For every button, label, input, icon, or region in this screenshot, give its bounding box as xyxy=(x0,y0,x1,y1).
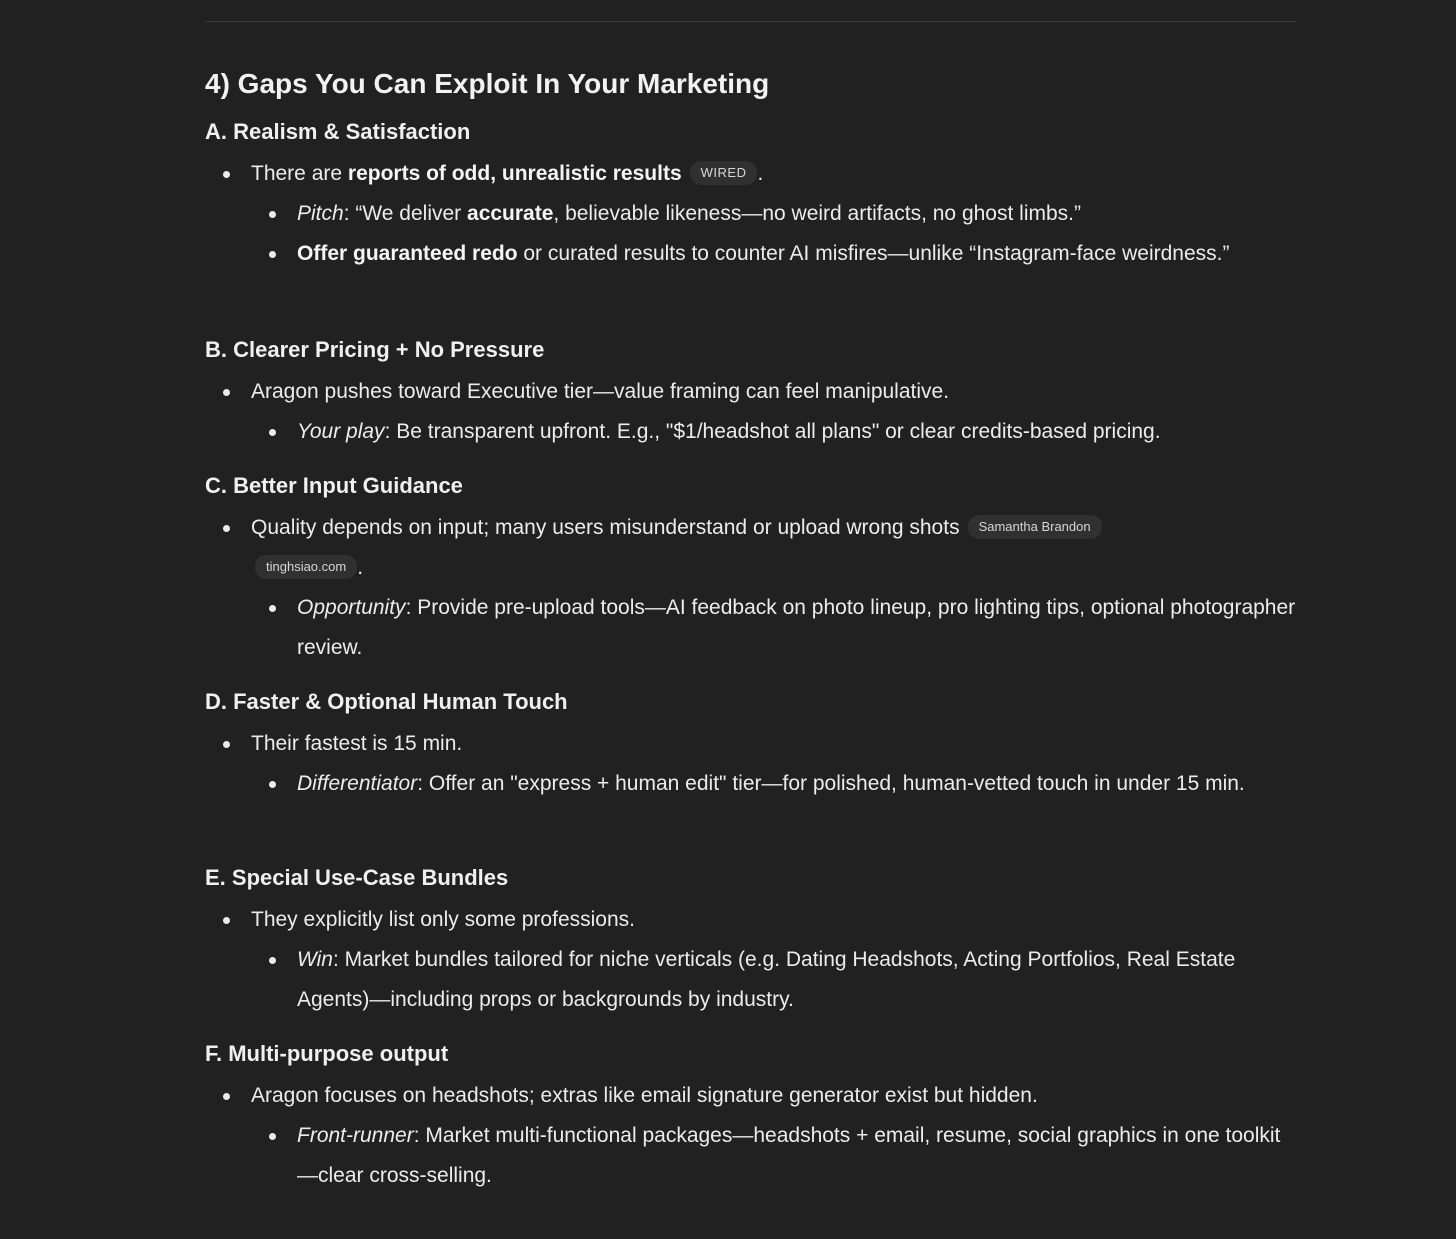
bullet-text: : “We deliver xyxy=(343,202,468,225)
section-heading: F. Multi-purpose output xyxy=(205,1041,449,1066)
bullet-text: : Market bundles tailored for niche verticals (e.g. Dating Headshots, Acting Portfolios, Real Estate Agents)—including props or backgrounds by industry. xyxy=(297,948,1236,1011)
section-d xyxy=(205,686,1296,804)
italic-label: Differentiator xyxy=(297,772,418,795)
section-heading: D. Faster & Optional Human Touch xyxy=(205,689,568,714)
citation-chip[interactable]: tinghsiao.com xyxy=(255,555,357,579)
bullet-text: They explicitly list only some professions. xyxy=(251,908,635,931)
bullet-text: . xyxy=(357,556,364,579)
italic-label: Win xyxy=(297,948,333,971)
bold-text: reports of odd, unrealistic results xyxy=(347,162,682,185)
bullet-text: Quality depends on input; many users misunderstand or upload wrong shots xyxy=(251,516,960,539)
citation-chip[interactable]: Samantha Brandon xyxy=(968,515,1102,539)
sub-bullet-item xyxy=(251,234,1296,274)
sub-bullet-item xyxy=(251,1116,1296,1196)
bullet-text: : Be transparent upfront. E.g., "$1/headshot all plans" or clear credits-based pricing. xyxy=(384,420,1161,443)
italic-label: Your play xyxy=(297,420,385,443)
bullet-text: Their fastest is 15 min. xyxy=(251,732,463,755)
bold-text: Offer guaranteed redo xyxy=(297,242,518,265)
bullet-item xyxy=(205,900,1296,1020)
italic-label: Front-runner xyxy=(297,1124,414,1147)
section-title: 4) Gaps You Can Exploit In Your Marketing xyxy=(205,68,770,99)
section-b xyxy=(205,334,1296,452)
sub-bullet-item xyxy=(251,194,1296,234)
bullet-text: : Market multi-functional packages—headshots + email, resume, social graphics in one toolkit—clear cross-selling. xyxy=(297,1124,1281,1187)
bullet-text: : Provide pre-upload tools—AI feedback on photo lineup, pro lighting tips, optional photographer review. xyxy=(297,596,1296,659)
bullet-text: : Offer an "express + human edit" tier—for polished, human-vetted touch in under 15 min. xyxy=(417,772,1245,795)
section-heading: E. Special Use-Case Bundles xyxy=(205,865,509,890)
bullet-text: or curated results to counter AI misfires—unlike “Instagram-face weirdness.” xyxy=(517,242,1230,265)
italic-label: Opportunity xyxy=(297,596,406,619)
section-heading: C. Better Input Guidance xyxy=(205,473,463,498)
bullet-text: There are xyxy=(251,162,348,185)
bullet-text: Aragon pushes toward Executive tier—value framing can feel manipulative. xyxy=(251,380,950,403)
bullet-item xyxy=(205,372,1296,452)
bullet-text: , believable likeness—no weird artifacts, no ghost limbs.” xyxy=(553,202,1081,225)
bullet-item xyxy=(205,724,1296,804)
bullet-text: Aragon focuses on headshots; extras like email signature generator exist but hidden. xyxy=(251,1084,1038,1107)
bullet-text: . xyxy=(757,162,764,185)
bullet-item xyxy=(205,1076,1296,1196)
section-heading: B. Clearer Pricing + No Pressure xyxy=(205,337,545,362)
bullet-item xyxy=(205,154,1296,274)
italic-label: Pitch xyxy=(297,202,344,225)
citation-chip[interactable]: WIRED xyxy=(690,161,758,185)
section-c xyxy=(205,470,1296,668)
bullet-item xyxy=(205,508,1296,668)
section-f xyxy=(205,1038,1296,1196)
section-e xyxy=(205,862,1296,1020)
sub-bullet-item xyxy=(251,764,1296,804)
bold-text: accurate xyxy=(467,202,554,225)
sub-bullet-item xyxy=(251,588,1296,668)
section-heading: A. Realism & Satisfaction xyxy=(205,119,471,144)
sub-bullet-item xyxy=(251,940,1296,1020)
section-a xyxy=(205,116,1296,274)
sub-bullet-item xyxy=(251,412,1296,452)
top-divider xyxy=(205,21,1296,22)
